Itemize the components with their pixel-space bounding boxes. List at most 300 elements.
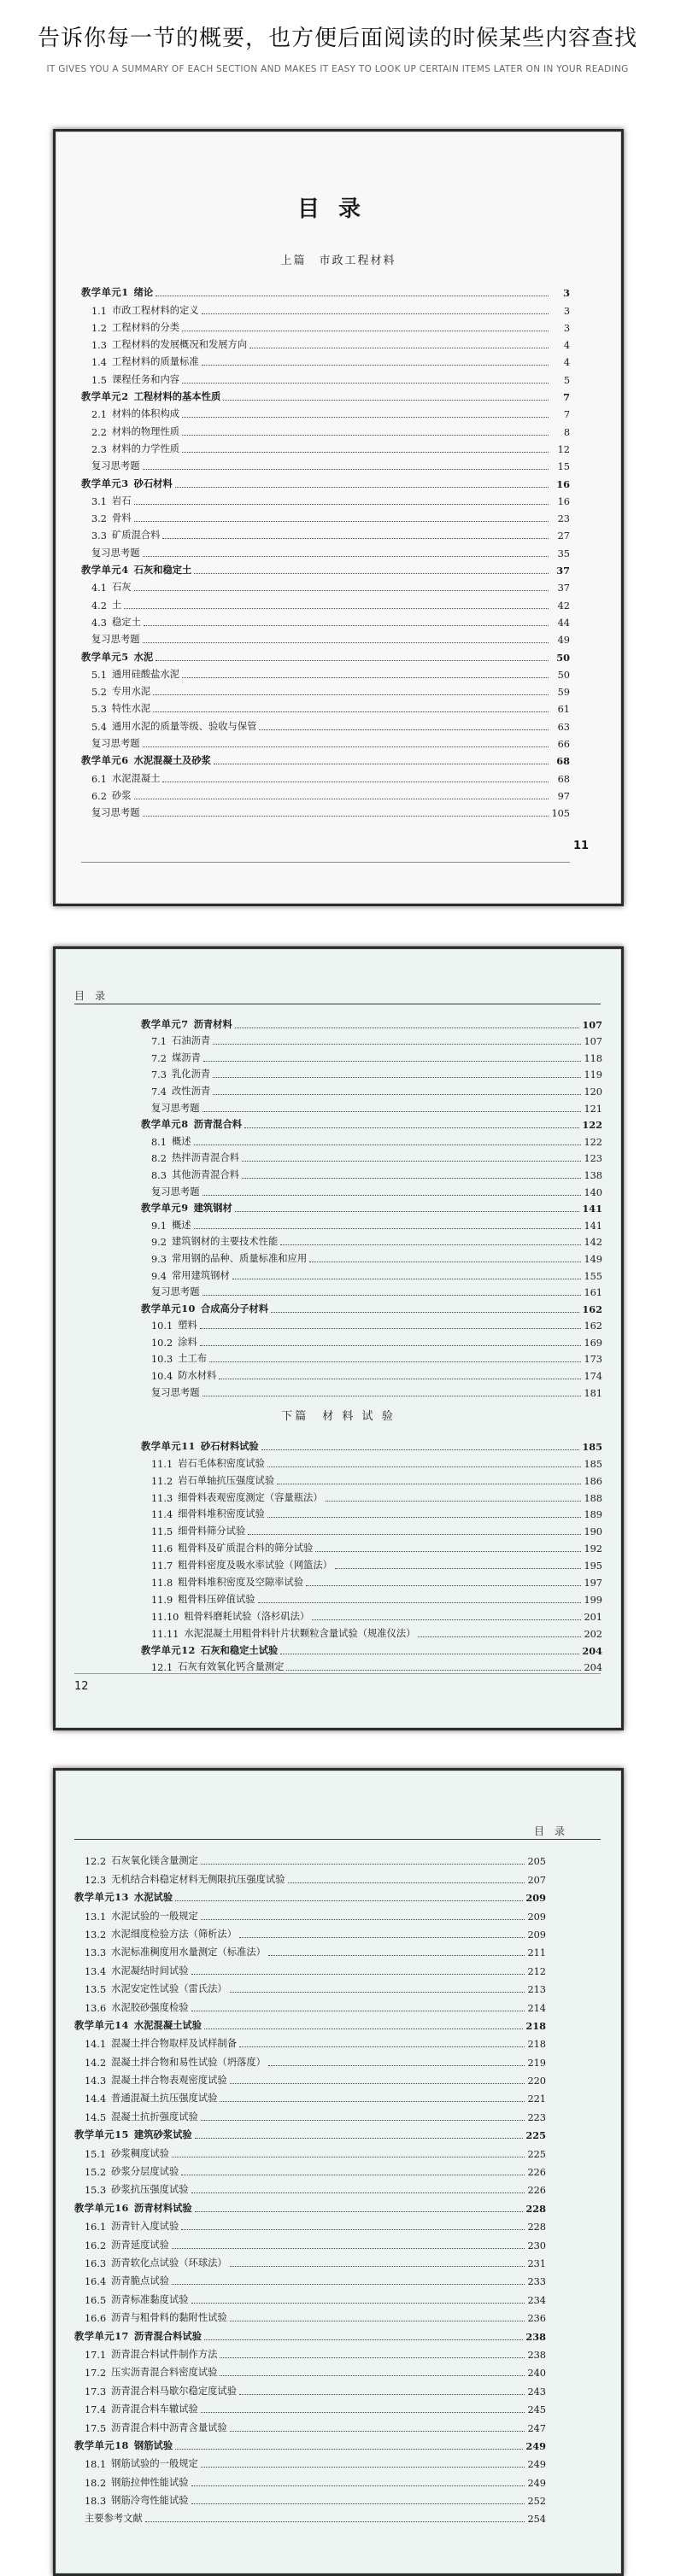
toc-entry-page: 238 bbox=[527, 2349, 546, 2361]
toc-entry-title: 复习思考题 bbox=[151, 1186, 200, 1197]
toc-entry-page: 209 bbox=[525, 1892, 546, 1905]
toc-entry-number: 1.3 bbox=[91, 340, 107, 352]
toc-entry bbox=[74, 2415, 546, 2433]
toc-entry-number: 4.1 bbox=[91, 583, 107, 594]
toc-entry-page: 122 bbox=[582, 1119, 602, 1132]
dot-leader bbox=[134, 521, 549, 522]
toc-entry bbox=[141, 1031, 602, 1048]
toc-entry-page: 141 bbox=[582, 1203, 602, 1215]
toc-entry bbox=[81, 698, 570, 715]
toc-entry-page: 37 bbox=[556, 565, 570, 577]
toc-entry-title: 工程材料的基本性质 bbox=[133, 390, 221, 403]
dot-leader bbox=[201, 2120, 525, 2121]
toc-entry-title: 水泥胶砂强度检验 bbox=[111, 2001, 189, 2013]
toc-entry-title: 矿质混合料 bbox=[111, 530, 161, 542]
toc-entry-page: 97 bbox=[557, 790, 570, 802]
toc-entry-page: 201 bbox=[584, 1611, 602, 1623]
toc-entry bbox=[81, 802, 570, 819]
toc-entry bbox=[81, 524, 570, 542]
toc-entry-number: 11.2 bbox=[151, 1475, 173, 1487]
toc-entry-number: 15.1 bbox=[85, 2148, 107, 2160]
dot-leader bbox=[230, 2431, 525, 2432]
toc-entry-title: 混凝土拌合物和易性试验（坍落度） bbox=[111, 2056, 266, 2068]
toc-entry-title: 粗骨料及矿质混合料的筛分试验 bbox=[178, 1543, 314, 1554]
toc-entry-number: 教学单元17 bbox=[74, 2329, 129, 2342]
toc-entry bbox=[81, 767, 570, 784]
toc-entry-number: 11.8 bbox=[151, 1578, 173, 1590]
toc-entry-page: 218 bbox=[527, 2039, 546, 2051]
toc-entry-number: 12.1 bbox=[151, 1662, 173, 1674]
page-number: 12 bbox=[74, 1680, 89, 1693]
toc-entry-number: 17.1 bbox=[85, 2349, 107, 2361]
toc-entry-page: 66 bbox=[557, 739, 570, 751]
dot-leader bbox=[182, 417, 549, 418]
toc-entry-title: 石灰和稳定土 bbox=[133, 564, 192, 577]
toc-entry bbox=[81, 472, 570, 489]
toc-entry bbox=[74, 2032, 546, 2050]
toc-entry bbox=[74, 1977, 546, 1995]
dot-leader bbox=[239, 2394, 525, 2395]
toc-entry bbox=[81, 785, 570, 802]
toc-entry-title: 复习思考题 bbox=[151, 1286, 200, 1298]
toc-entry bbox=[141, 1623, 602, 1640]
toc-entry-title: 工程材料的发展概况和发展方向 bbox=[111, 339, 248, 351]
toc-entry-title: 水泥混凝土及砂浆 bbox=[133, 754, 211, 767]
dot-leader bbox=[201, 2467, 525, 2468]
toc-entry bbox=[74, 2343, 546, 2361]
dot-leader bbox=[315, 1551, 581, 1552]
toc-entry-title: 复习思考题 bbox=[91, 807, 140, 819]
toc-entry-number: 17.2 bbox=[85, 2368, 107, 2380]
dot-leader bbox=[175, 1900, 523, 1901]
toc-entry-title: 水泥混凝土用粗骨料针片状颗粒含量试验（规准仪法） bbox=[184, 1627, 416, 1639]
toc-entry-title: 土 bbox=[111, 599, 122, 611]
toc-entry bbox=[81, 750, 570, 767]
dot-leader bbox=[230, 1992, 525, 1993]
toc-entry-page: 8 bbox=[563, 426, 570, 438]
page-header bbox=[0, 0, 675, 85]
toc-entry-title: 沥青混合料 bbox=[193, 1118, 243, 1131]
dot-leader bbox=[201, 2412, 525, 2413]
toc-entry bbox=[141, 1148, 602, 1165]
toc-entry-number: 13.5 bbox=[85, 1984, 107, 1996]
page-number: 11 bbox=[573, 840, 590, 852]
toc-entry bbox=[81, 733, 570, 750]
toc-entry bbox=[74, 2141, 546, 2159]
toc-entry-number: 教学单元10 bbox=[141, 1302, 196, 1314]
dot-leader bbox=[124, 608, 549, 609]
toc-entry-page: 213 bbox=[527, 1984, 546, 1996]
toc-entry-page: 228 bbox=[525, 2202, 546, 2215]
toc-entry-title: 混凝土拌合物表观密度试验 bbox=[111, 2075, 227, 2087]
toc-entry-title: 石灰和稳定土试验 bbox=[200, 1643, 279, 1656]
toc-entry-number: 7.3 bbox=[151, 1069, 167, 1081]
toc-entry-number: 9.3 bbox=[151, 1253, 167, 1265]
dot-leader bbox=[143, 556, 549, 557]
toc-entry-title: 砂浆稠度试验 bbox=[111, 2147, 169, 2159]
toc-entry-page: 174 bbox=[584, 1371, 602, 1383]
toc-entry bbox=[74, 2050, 546, 2068]
dot-leader bbox=[258, 1602, 581, 1603]
toc-entry bbox=[74, 1941, 546, 1958]
header-rule bbox=[74, 1839, 601, 1840]
toc-entry bbox=[141, 1453, 602, 1470]
toc-entry bbox=[74, 1849, 546, 1867]
toc-entry bbox=[74, 1886, 546, 1904]
toc-entry-title: 砂浆分层度试验 bbox=[111, 2166, 179, 2178]
dot-leader bbox=[191, 2503, 525, 2504]
toc-entry-title: 特性水泥 bbox=[111, 703, 151, 715]
toc-entry-number: 教学单元12 bbox=[141, 1643, 196, 1656]
dot-leader bbox=[235, 1211, 580, 1212]
toc-entry-title: 沥青脆点试验 bbox=[111, 2275, 169, 2287]
dot-leader bbox=[181, 2229, 525, 2230]
toc-entry-title: 细骨料表观密度测定（容量瓶法） bbox=[178, 1491, 323, 1503]
toc-entry-number: 16.1 bbox=[85, 2222, 107, 2234]
toc-entry-title: 乳化沥青 bbox=[171, 1068, 211, 1080]
toc-entry-title: 岩石毛体积密度试验 bbox=[178, 1457, 265, 1469]
toc-entry-number: 3.3 bbox=[91, 530, 107, 542]
toc-entry bbox=[81, 386, 570, 403]
toc-entry-page: 161 bbox=[584, 1287, 602, 1299]
toc-entry-page: 23 bbox=[557, 513, 570, 525]
toc-entry-title: 绪论 bbox=[133, 286, 154, 299]
toc-entry bbox=[141, 1365, 602, 1382]
toc-entry bbox=[81, 282, 570, 299]
toc-entry-title: 沥青混合料车辙试验 bbox=[111, 2403, 198, 2415]
toc-entry-page: 218 bbox=[525, 2019, 546, 2032]
toc-entry-page: 68 bbox=[556, 755, 570, 768]
toc-entry bbox=[74, 2105, 546, 2122]
dot-leader bbox=[244, 1127, 579, 1128]
toc-entry bbox=[74, 2269, 546, 2287]
toc-entry-title: 稳定土 bbox=[111, 616, 141, 628]
toc-entry bbox=[81, 715, 570, 732]
toc-entry-title: 概述 bbox=[171, 1219, 191, 1231]
dot-leader bbox=[194, 573, 549, 574]
toc-entry-title: 沥青混合料试件制作方法 bbox=[111, 2348, 218, 2360]
dot-leader bbox=[213, 1094, 581, 1095]
toc-entry bbox=[81, 559, 570, 577]
toc-entry-title: 粗骨料压碎值试验 bbox=[178, 1593, 255, 1605]
toc-entry-title: 沥青标准黏度试验 bbox=[111, 2293, 189, 2305]
toc-entry-title: 复习思考题 bbox=[151, 1386, 200, 1398]
dot-leader bbox=[195, 2138, 524, 2139]
toc-entry-number: 9.1 bbox=[151, 1220, 167, 1232]
toc-entry-title: 专用水泥 bbox=[111, 686, 151, 698]
dot-leader bbox=[259, 729, 549, 730]
toc-entry-page: 249 bbox=[527, 2459, 546, 2471]
toc-entry bbox=[141, 1164, 602, 1181]
toc-entry-page: 3 bbox=[563, 305, 570, 317]
toc-entry-number: 11.7 bbox=[151, 1560, 173, 1572]
toc-entry-page: 140 bbox=[584, 1186, 602, 1198]
toc-entry-page: 204 bbox=[582, 1644, 602, 1657]
toc-entry-page: 121 bbox=[584, 1103, 602, 1115]
toc-entry bbox=[141, 1131, 602, 1148]
toc-entry-title: 涂料 bbox=[178, 1336, 197, 1348]
toc-entry-title: 沥青延度试验 bbox=[111, 2239, 169, 2251]
dot-leader bbox=[268, 1955, 525, 1956]
toc-entry bbox=[81, 351, 570, 368]
toc-entry-page: 50 bbox=[557, 669, 570, 681]
page-bottom-rule bbox=[81, 862, 570, 863]
toc-entry-page: 225 bbox=[527, 2148, 546, 2160]
toc-entry-number: 11.9 bbox=[151, 1594, 173, 1606]
toc-entry-title: 塑料 bbox=[178, 1320, 197, 1332]
toc-entry-number: 14.5 bbox=[85, 2111, 107, 2123]
dot-leader bbox=[203, 1061, 581, 1062]
toc-entry-page: 181 bbox=[584, 1387, 602, 1399]
toc-entry-number: 6.2 bbox=[91, 790, 107, 802]
dot-leader bbox=[220, 2101, 525, 2102]
toc-entry bbox=[74, 1923, 546, 1941]
toc-entry bbox=[81, 299, 570, 316]
toc-entry-title: 石灰有效氧化钙含量测定 bbox=[178, 1661, 285, 1673]
toc-entry-title: 水泥标准稠度用水量测定（标准法） bbox=[111, 1947, 266, 1958]
toc-entry bbox=[81, 455, 570, 472]
toc-entry-title: 水泥细度检验方法（筛析法） bbox=[111, 1928, 238, 1940]
dot-leader bbox=[153, 711, 549, 712]
toc-entry-title: 石灰氧化镁含量测定 bbox=[111, 1855, 198, 1867]
toc-entry-title: 细骨料筛分试验 bbox=[178, 1525, 246, 1537]
toc-entry-page: 212 bbox=[527, 1965, 546, 1977]
toc-entry-number: 教学单元15 bbox=[74, 2128, 129, 2141]
toc-entry-title: 无机结合料稳定材料无侧限抗压强度试验 bbox=[111, 1873, 285, 1885]
dot-leader bbox=[242, 1161, 581, 1162]
toc-entry-page: 220 bbox=[527, 2075, 546, 2087]
toc-title: 目录 bbox=[296, 196, 379, 222]
toc-entry-title: 改性沥青 bbox=[171, 1085, 211, 1097]
toc-entry-number: 16.5 bbox=[85, 2294, 107, 2306]
toc-entry-page: 4 bbox=[563, 340, 570, 352]
dot-leader bbox=[182, 452, 549, 453]
toc-entry-title: 水泥混凝土 bbox=[111, 772, 161, 784]
dot-leader bbox=[202, 313, 549, 314]
toc-entry bbox=[141, 1606, 602, 1623]
toc-entry-title: 水泥试验 bbox=[133, 1891, 173, 1904]
toc-entry-number: 5.4 bbox=[91, 721, 107, 733]
toc-entry-number: 12.3 bbox=[85, 1874, 107, 1886]
dot-leader bbox=[213, 1044, 581, 1045]
toc-entry bbox=[141, 1080, 602, 1098]
dot-leader bbox=[312, 1619, 581, 1620]
dot-leader bbox=[175, 2449, 523, 2450]
toc-entry-page: 221 bbox=[527, 2093, 546, 2105]
toc-entry bbox=[141, 1332, 602, 1349]
toc-entry-number: 教学单元14 bbox=[74, 2018, 129, 2031]
toc-entry-title: 课程任务和内容 bbox=[111, 373, 180, 385]
toc-entry-number: 7.4 bbox=[151, 1086, 167, 1098]
toc-entry-page: 138 bbox=[584, 1169, 602, 1181]
toc-entry bbox=[74, 2397, 546, 2415]
toc-entry-page: 169 bbox=[584, 1337, 602, 1349]
toc-entry bbox=[141, 1014, 602, 1031]
toc-entry-page: 234 bbox=[527, 2294, 546, 2306]
toc-entry bbox=[81, 612, 570, 629]
toc-entry bbox=[141, 1349, 602, 1366]
toc-entry-number: 11.10 bbox=[151, 1611, 179, 1623]
toc-entry bbox=[74, 2178, 546, 2196]
part-title-lower: 下篇 材 料 试 验 bbox=[281, 1410, 396, 1423]
toc-entry-number: 1.1 bbox=[91, 305, 107, 317]
toc-list-page2-lower bbox=[141, 1436, 602, 1673]
toc-entry-page: 59 bbox=[557, 687, 570, 699]
toc-entry-title: 水泥试验的一般规定 bbox=[111, 1910, 198, 1922]
toc-entry-page: 50 bbox=[556, 651, 570, 664]
toc-entry bbox=[141, 1657, 602, 1674]
toc-entry-title: 市政工程材料的定义 bbox=[111, 304, 199, 316]
toc-entry-page: 105 bbox=[551, 808, 570, 820]
toc-entry-number: 16.3 bbox=[85, 2257, 107, 2269]
toc-entry-number: 13.6 bbox=[85, 2002, 107, 2014]
toc-entry bbox=[141, 1382, 602, 1399]
toc-entry-number: 5.2 bbox=[91, 687, 107, 699]
toc-entry-number: 10.2 bbox=[151, 1337, 173, 1349]
dot-leader bbox=[191, 2303, 525, 2304]
dot-leader bbox=[286, 1670, 581, 1671]
toc-entry-number: 教学单元9 bbox=[141, 1202, 189, 1215]
toc-entry bbox=[141, 1098, 602, 1115]
toc-entry-page: 185 bbox=[582, 1440, 602, 1453]
toc-entry-page: 228 bbox=[527, 2222, 546, 2234]
toc-entry-number: 11.5 bbox=[151, 1526, 173, 1538]
toc-entry-title: 沥青材料 bbox=[193, 1017, 232, 1030]
toc-entry-number: 教学单元3 bbox=[81, 477, 129, 489]
toc-entry bbox=[141, 1537, 602, 1554]
toc-entry-title: 钢筋冷弯性能试验 bbox=[111, 2495, 189, 2507]
toc-entry bbox=[74, 2306, 546, 2324]
toc-list-page3 bbox=[74, 1849, 546, 2525]
dot-leader bbox=[306, 1585, 581, 1586]
toc-entry-page: 252 bbox=[527, 2496, 546, 2508]
toc-entry-title: 土工布 bbox=[178, 1353, 208, 1365]
toc-entry-page: 155 bbox=[584, 1270, 602, 1282]
toc-entry bbox=[74, 1958, 546, 1976]
toc-entry-number: 11.11 bbox=[151, 1628, 179, 1640]
toc-entry-number: 13.1 bbox=[85, 1911, 107, 1923]
toc-entry-title: 钢筋试验的一般规定 bbox=[111, 2458, 198, 2470]
toc-entry bbox=[74, 2324, 546, 2342]
toc-entry-number: 18.1 bbox=[85, 2459, 107, 2471]
toc-entry-page: 49 bbox=[557, 635, 570, 647]
toc-entry-title: 通用水泥的质量等级、验收与保管 bbox=[111, 720, 257, 732]
toc-entry-title: 石油沥青 bbox=[171, 1035, 211, 1047]
toc-entry bbox=[141, 1181, 602, 1198]
dot-leader bbox=[220, 2357, 525, 2358]
toc-entry-title: 骨料 bbox=[111, 512, 132, 524]
dot-leader bbox=[239, 1937, 525, 1938]
toc-entry-page: 3 bbox=[563, 322, 570, 334]
toc-entry-title: 建筑钢材的主要技术性能 bbox=[171, 1236, 279, 1248]
toc-entry-title: 细骨料堆积密度试验 bbox=[178, 1508, 265, 1520]
toc-entry-number: 11.1 bbox=[151, 1458, 173, 1470]
toc-entry-number: 14.2 bbox=[85, 2057, 107, 2069]
toc-entry bbox=[141, 1315, 602, 1332]
toc-entry-page: 37 bbox=[557, 583, 570, 594]
toc-entry-number: 教学单元6 bbox=[81, 754, 129, 767]
toc-entry-number: 16.6 bbox=[85, 2313, 107, 2325]
toc-entry-page: 141 bbox=[584, 1220, 602, 1232]
toc-entry-page: 238 bbox=[525, 2330, 546, 2343]
toc-entry-page: 35 bbox=[557, 547, 570, 559]
toc-entry-title: 沥青混合料中沥青含量试验 bbox=[111, 2421, 227, 2433]
toc-entry-number: 10.1 bbox=[151, 1320, 173, 1332]
toc-entry-number: 13.3 bbox=[85, 1947, 107, 1959]
dot-leader bbox=[145, 2521, 525, 2522]
dot-leader bbox=[201, 1864, 525, 1865]
toc-entry-number: 14.1 bbox=[85, 2039, 107, 2051]
toc-entry-title: 水泥安定性试验（雷氏法） bbox=[111, 1983, 227, 1995]
toc-entry-page: 12 bbox=[557, 443, 570, 455]
toc-entry-page: 189 bbox=[584, 1509, 602, 1521]
toc-entry-number: 2.2 bbox=[91, 426, 107, 438]
dot-leader bbox=[223, 400, 549, 401]
toc-entry-page: 123 bbox=[584, 1153, 602, 1165]
dot-leader bbox=[200, 1328, 581, 1329]
toc-entry-number: 教学单元1 bbox=[81, 286, 129, 299]
toc-entry-title: 热拌沥青混合料 bbox=[171, 1152, 240, 1164]
toc-entry bbox=[74, 2361, 546, 2379]
toc-entry-page: 44 bbox=[557, 617, 570, 629]
dot-leader bbox=[230, 2266, 525, 2267]
dot-leader bbox=[271, 1312, 579, 1313]
header-subtitle: IT GIVES YOU A SUMMARY OF EACH SECTION AND MAKES IT EASY TO LOOK UP CERTAIN ITEMS LATER ON IN YOUR READING bbox=[46, 64, 629, 74]
toc-entry-title: 工程材料的分类 bbox=[111, 321, 180, 333]
toc-entry bbox=[141, 1232, 602, 1249]
toc-entry-number: 9.4 bbox=[151, 1270, 167, 1282]
toc-entry-title: 通用硅酸盐水泥 bbox=[111, 668, 180, 680]
toc-entry bbox=[81, 420, 570, 437]
dot-leader bbox=[204, 2339, 523, 2340]
toc-entry-number: 11.6 bbox=[151, 1543, 173, 1555]
toc-entry bbox=[141, 1470, 602, 1487]
dot-leader bbox=[213, 1077, 581, 1078]
dot-leader bbox=[134, 504, 549, 505]
dot-leader bbox=[200, 1345, 581, 1346]
toc-entry bbox=[141, 1436, 602, 1453]
dot-leader bbox=[182, 435, 549, 436]
toc-entry-title: 沥青针入度试验 bbox=[111, 2221, 179, 2233]
toc-entry-number: 8.1 bbox=[151, 1136, 167, 1148]
toc-entry-title: 建筑钢材 bbox=[193, 1202, 232, 1215]
toc-entry-page: 7 bbox=[563, 391, 570, 404]
toc-entry-page: 15 bbox=[557, 461, 570, 473]
toc-entry-title: 混凝土拌合物取样及试样制备 bbox=[111, 2038, 238, 2050]
toc-entry bbox=[141, 1589, 602, 1606]
toc-entry-number: 1.5 bbox=[91, 374, 107, 386]
toc-entry-number: 2.3 bbox=[91, 443, 107, 455]
toc-entry bbox=[74, 2251, 546, 2269]
toc-entry-page: 173 bbox=[584, 1354, 602, 1366]
toc-entry bbox=[81, 577, 570, 594]
toc-entry-page: 205 bbox=[527, 1856, 546, 1868]
toc-entry-page: 16 bbox=[557, 495, 570, 507]
toc-entry-page: 5 bbox=[563, 374, 570, 386]
toc-entry-number: 2.1 bbox=[91, 409, 107, 421]
toc-entry-page: 120 bbox=[584, 1086, 602, 1098]
toc-entry-number: 18.2 bbox=[85, 2477, 107, 2489]
toc-entry-number: 8.3 bbox=[151, 1169, 167, 1181]
running-head: 目 录 bbox=[74, 990, 106, 1002]
toc-entry bbox=[81, 594, 570, 611]
toc-entry-page: 27 bbox=[557, 530, 570, 542]
toc-entry-page: 197 bbox=[584, 1578, 602, 1590]
toc-entry-title: 砂浆 bbox=[111, 789, 132, 801]
toc-entry-title: 水泥 bbox=[133, 650, 154, 663]
dot-leader bbox=[172, 2248, 525, 2249]
toc-entry-page: 162 bbox=[584, 1320, 602, 1332]
